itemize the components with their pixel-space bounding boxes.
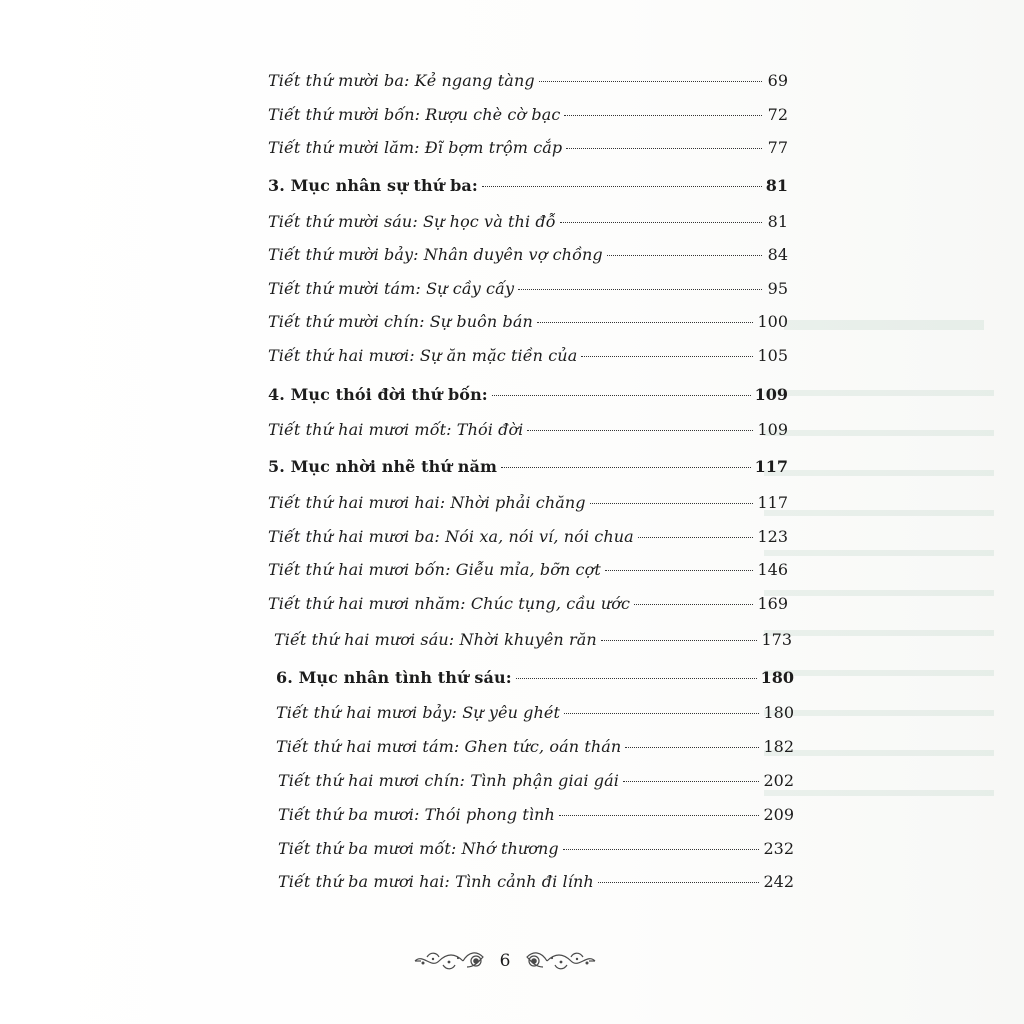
toc-entry-title: Tiết thứ mười chín: Sự buôn bán bbox=[268, 312, 533, 331]
toc-entry-title: Tiết thứ hai mươi ba: Nói xa, nói ví, nói chua bbox=[268, 527, 634, 546]
dot-leader bbox=[537, 322, 754, 323]
dot-leader bbox=[634, 604, 753, 605]
toc-entry-row bbox=[268, 593, 788, 615]
toc-entry-title: Tiết thứ hai mươi bốn: Giễu mỉa, bỡn cợt bbox=[268, 560, 601, 579]
toc-section-row bbox=[268, 175, 788, 197]
toc-page-number: 100 bbox=[757, 312, 788, 331]
toc-entry-row bbox=[268, 137, 788, 159]
toc-entry-title: Tiết thứ mười lăm: Đĩ bợm trộm cắp bbox=[268, 138, 563, 157]
toc-entry-row bbox=[268, 492, 788, 514]
toc-section-title: 3. Mục nhân sự thứ ba: bbox=[268, 176, 478, 195]
toc-page-number: 180 bbox=[760, 668, 794, 687]
toc-page-number: 173 bbox=[761, 630, 792, 649]
toc-entry-row bbox=[278, 770, 794, 792]
toc-entry-row bbox=[276, 736, 794, 758]
toc-page-number: 105 bbox=[757, 346, 788, 365]
toc-entry-row bbox=[268, 211, 788, 233]
toc-page-number: 69 bbox=[767, 71, 788, 90]
toc-entry-row bbox=[268, 345, 788, 367]
toc-page-number: 202 bbox=[763, 771, 794, 790]
toc-entry-title: Tiết thứ hai mươi sáu: Nhời khuyên răn bbox=[274, 630, 597, 649]
page-number: 6 bbox=[499, 951, 511, 971]
toc-entry-title: Tiết thứ hai mươi: Sự ăn mặc tiền của bbox=[268, 346, 578, 365]
toc-page-number: 242 bbox=[763, 872, 794, 891]
toc-page-number: 123 bbox=[757, 527, 788, 546]
dot-leader bbox=[564, 713, 759, 714]
toc-entry-title: Tiết thứ mười sáu: Sự học và thi đỗ bbox=[268, 212, 556, 231]
toc-entry-title: Tiết thứ ba mươi mốt: Nhớ thương bbox=[278, 839, 559, 858]
toc-entry-row bbox=[278, 804, 794, 826]
toc-entry-row bbox=[268, 104, 788, 126]
toc-page-number: 81 bbox=[765, 176, 788, 195]
toc-page-number: 84 bbox=[767, 245, 788, 264]
toc-page-number: 77 bbox=[767, 138, 788, 157]
dot-leader bbox=[564, 115, 762, 116]
dot-leader bbox=[560, 222, 762, 223]
toc-entry-title: Tiết thứ mười ba: Kẻ ngang tàng bbox=[268, 71, 535, 90]
toc-section-row bbox=[268, 456, 788, 478]
dot-leader bbox=[482, 186, 762, 187]
toc-entry-row bbox=[268, 526, 788, 548]
toc-section-row bbox=[276, 667, 794, 689]
dot-leader bbox=[625, 747, 759, 748]
toc-entry-row bbox=[268, 559, 788, 581]
dot-leader bbox=[518, 289, 762, 290]
dot-leader bbox=[623, 781, 759, 782]
dot-leader bbox=[607, 255, 762, 256]
toc-page-number: 72 bbox=[767, 105, 788, 124]
toc-entry-title: Tiết thứ mười bảy: Nhân duyên vợ chồng bbox=[268, 245, 603, 264]
toc-entry-row bbox=[278, 871, 794, 893]
toc-entry-title: Tiết thứ ba mươi: Thói phong tình bbox=[278, 805, 555, 824]
toc-page-number: 182 bbox=[763, 737, 794, 756]
toc-entry-row bbox=[274, 629, 792, 651]
dot-leader bbox=[581, 356, 753, 357]
toc-entry-row bbox=[268, 278, 788, 300]
floral-ornament-icon bbox=[413, 947, 488, 975]
toc-section-title: 5. Mục nhời nhẽ thứ năm bbox=[268, 457, 497, 476]
dot-leader bbox=[501, 467, 751, 468]
toc-entry-row bbox=[268, 419, 788, 441]
toc-entry-title: Tiết thứ mười bốn: Rượu chè cờ bạc bbox=[268, 105, 561, 124]
toc-entry-title: Tiết thứ hai mươi nhăm: Chúc tụng, cầu ước bbox=[268, 594, 631, 613]
dot-leader bbox=[598, 882, 760, 883]
dot-leader bbox=[539, 81, 762, 82]
dot-leader bbox=[638, 537, 754, 538]
toc-page-number: 109 bbox=[757, 420, 788, 439]
dot-leader bbox=[566, 148, 762, 149]
dot-leader bbox=[516, 678, 757, 679]
dot-leader bbox=[527, 430, 753, 431]
toc-page-number: 117 bbox=[757, 493, 788, 512]
toc-page-number: 81 bbox=[767, 212, 788, 231]
toc-page-number: 180 bbox=[763, 703, 794, 722]
dot-leader bbox=[559, 815, 760, 816]
toc-page-number: 146 bbox=[757, 560, 788, 579]
toc-entry-title: Tiết thứ hai mươi chín: Tình phận giai gái bbox=[278, 771, 619, 790]
toc-page-number: 169 bbox=[757, 594, 788, 613]
toc-entry-row bbox=[268, 70, 788, 92]
toc-page-number: 232 bbox=[763, 839, 794, 858]
toc-entry-title: Tiết thứ ba mươi hai: Tình cảnh đi lính bbox=[278, 872, 594, 891]
toc-entry-row bbox=[276, 702, 794, 724]
toc-page-number: 109 bbox=[754, 385, 788, 404]
toc-page-number: 95 bbox=[767, 279, 788, 298]
toc-page-number: 209 bbox=[763, 805, 794, 824]
toc-section-row bbox=[268, 384, 788, 406]
dot-leader bbox=[590, 503, 754, 504]
toc-entry-row bbox=[278, 838, 794, 860]
page-footer bbox=[405, 943, 605, 979]
toc-entry-row bbox=[268, 311, 788, 333]
toc-entry-title: Tiết thứ hai mươi tám: Ghen tức, oán thán bbox=[276, 737, 622, 756]
dot-leader bbox=[605, 570, 754, 571]
dot-leader bbox=[563, 849, 760, 850]
toc-section-title: 6. Mục nhân tình thứ sáu: bbox=[276, 668, 512, 687]
toc-entry-title: Tiết thứ mười tám: Sự cầy cấy bbox=[268, 279, 515, 298]
toc-page-number: 117 bbox=[754, 457, 788, 476]
toc-entry-row bbox=[268, 244, 788, 266]
floral-ornament-icon bbox=[522, 947, 597, 975]
toc-section-title: 4. Mục thói đời thứ bốn: bbox=[268, 385, 488, 404]
dot-leader bbox=[601, 640, 758, 641]
dot-leader bbox=[492, 395, 751, 396]
toc-entry-title: Tiết thứ hai mươi hai: Nhời phải chăng bbox=[268, 493, 586, 512]
toc-entry-title: Tiết thứ hai mươi bảy: Sự yêu ghét bbox=[276, 703, 561, 722]
toc-entry-title: Tiết thứ hai mươi mốt: Thói đời bbox=[268, 420, 524, 439]
